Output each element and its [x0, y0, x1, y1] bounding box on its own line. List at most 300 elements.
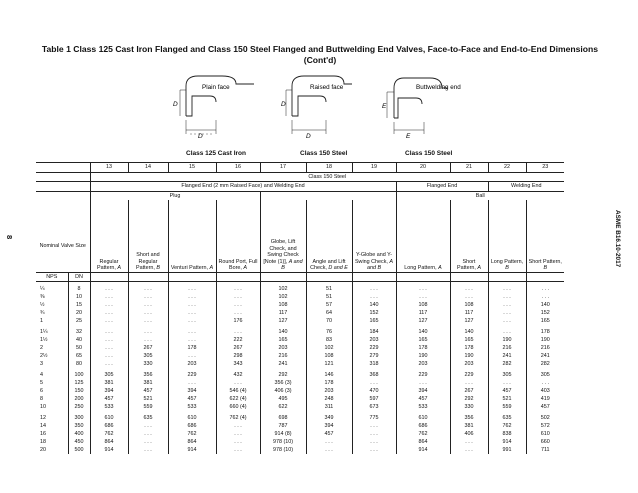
dimension-cell: 108 [450, 301, 488, 309]
dimension-cell: 368 [352, 371, 396, 379]
dimension-cell: . . . [128, 309, 168, 317]
dimension-cell: 282 [526, 360, 564, 368]
dimension-cell: 864 [396, 438, 450, 446]
table-row [36, 414, 564, 422]
standard-label: ASME B16.10-2017 [614, 210, 621, 268]
table-row [36, 360, 564, 368]
dimension-cell: 282 [488, 360, 526, 368]
page-number: 8 [5, 235, 14, 240]
dimension-cell: 64 [306, 309, 352, 317]
table-row [36, 344, 564, 352]
dimension-cell: 76 [306, 328, 352, 336]
dimension-cell: 178 [306, 379, 352, 387]
nps-cell: ⅜ [40, 294, 45, 301]
dimension-cell: 165 [260, 336, 306, 344]
dimension-cell: 190 [526, 336, 564, 344]
dimension-cell: 787 [260, 422, 306, 430]
dimension-cell: . . . [90, 285, 128, 293]
column-number: 21 [450, 163, 488, 173]
dimension-cell: 102 [260, 285, 306, 293]
dimension-cell: 546 (4) [216, 387, 260, 395]
dimension-cell: 222 [216, 336, 260, 344]
dimension-cell: 533 [396, 403, 450, 411]
nps-cell: ¼ [40, 286, 45, 293]
dimension-cell: 305 [90, 371, 128, 379]
dimension-cell: 419 [526, 395, 564, 403]
dimension-cell: . . . [168, 317, 216, 325]
dimension-cell: . . . [488, 293, 526, 301]
dimension-cell: 292 [450, 395, 488, 403]
dimension-cell: 914 [90, 446, 128, 454]
table-row [36, 395, 564, 403]
table-row [36, 371, 564, 379]
column-number: 15 [168, 163, 216, 173]
dimension-cell: 165 [450, 336, 488, 344]
dim-d-label: D [281, 101, 286, 108]
ball-header: Ball [396, 191, 564, 200]
column-number: 14 [128, 163, 168, 173]
column-number: 23 [526, 163, 564, 173]
dimension-cell: 190 [488, 336, 526, 344]
nps-cell: 2½ [40, 353, 48, 360]
dimension-cell: 184 [352, 328, 396, 336]
dimension-cell: 117 [450, 309, 488, 317]
nominal-valve-size-header: Nominal Valve Size [39, 242, 86, 249]
dimension-cell: 117 [260, 309, 306, 317]
nps-cell: 6 [40, 388, 43, 395]
dimension-cell: 117 [396, 309, 450, 317]
dimension-cell: . . . [488, 285, 526, 293]
dimension-cell: . . . [352, 430, 396, 438]
dimension-cell: 292 [260, 371, 306, 379]
dimension-cell: 298 [216, 352, 260, 360]
table-row [36, 438, 564, 446]
dn-cell: 8 [68, 285, 90, 293]
dimension-cell: 457 [128, 387, 168, 395]
dim-d-label: D [198, 133, 203, 140]
table-row [36, 403, 564, 411]
dimension-cell: . . . [450, 379, 488, 387]
dimension-cell: . . . [128, 285, 168, 293]
dimension-cell: . . . [90, 360, 128, 368]
dimension-cell: 203 [168, 360, 216, 368]
dimension-cell: 610 [526, 430, 564, 438]
dimension-cell: 610 [396, 414, 450, 422]
title-line-2: (Cont'd) [303, 54, 337, 65]
dimension-cell: . . . [352, 422, 396, 430]
dimension-cell: 394 [168, 387, 216, 395]
welding-end-header: Welding End [488, 182, 564, 192]
dimension-cell: . . . [216, 422, 260, 430]
dimension-cell: 102 [306, 344, 352, 352]
dimension-cell: 203 [306, 387, 352, 395]
dimension-cell: 70 [306, 317, 352, 325]
dimension-cell: . . . [128, 422, 168, 430]
dimension-cell: 914 [168, 446, 216, 454]
dimension-cell: 394 [306, 422, 352, 430]
dimension-cell: 51 [306, 285, 352, 293]
dimension-cell: 229 [352, 344, 396, 352]
column-header: Short Pattern, A [450, 200, 488, 272]
dimension-cell: 176 [216, 317, 260, 325]
dn-cell: 400 [68, 430, 90, 438]
column-number-row [36, 163, 564, 173]
dimension-cell: . . . [168, 309, 216, 317]
nps-cell: 16 [40, 431, 46, 438]
dimension-cell: . . . [450, 285, 488, 293]
dn-cell: 50 [68, 344, 90, 352]
dimension-cell: 864 [90, 438, 128, 446]
dimension-cell: 991 [488, 446, 526, 454]
dimension-cell: . . . [168, 352, 216, 360]
dimension-cell: . . . [396, 293, 450, 301]
dimension-cell: . . . [168, 293, 216, 301]
dimension-cell: 914 [396, 446, 450, 454]
dimension-cell: 140 [352, 301, 396, 309]
dn-cell: 300 [68, 414, 90, 422]
dimension-cell: . . . [128, 336, 168, 344]
dimension-cell: 83 [306, 336, 352, 344]
title-line-1: Table 1 Class 125 Cast Iron Flanged and Class 150 Steel Flanged and Buttwelding End Valves, Face-to-Face and End-to-End Dimensions [41, 44, 599, 54]
dimension-cell: 241 [526, 352, 564, 360]
dn-cell: 100 [68, 371, 90, 379]
nps-cell: ½ [40, 302, 45, 309]
fig-label-cast-iron: Class 125 Cast Iron [186, 150, 246, 157]
plain-face-label: Plain face [202, 84, 230, 91]
nps-cell: 3 [40, 361, 43, 368]
dimension-cell: 248 [306, 395, 352, 403]
class-header-row [36, 172, 564, 182]
nps-header: NPS [36, 272, 68, 282]
dimension-cell: 762 [396, 430, 450, 438]
dimension-cell: 356 (3) [260, 379, 306, 387]
dimension-cell: 241 [488, 352, 526, 360]
column-header: Long Pattern, A [396, 200, 450, 272]
dn-cell: 32 [68, 328, 90, 336]
column-number: 17 [260, 163, 306, 173]
dimension-cell: 121 [306, 360, 352, 368]
dn-cell: 20 [68, 309, 90, 317]
dimension-cell: 457 [526, 403, 564, 411]
dimension-cell: 178 [450, 344, 488, 352]
table-row [36, 285, 564, 293]
nps-cell: 12 [40, 415, 46, 422]
dimension-cell: 203 [352, 336, 396, 344]
nps-cell: 1½ [40, 337, 48, 344]
dimension-cell: 698 [260, 414, 306, 422]
dimension-cell: . . . [396, 379, 450, 387]
dimension-cell: . . . [306, 438, 352, 446]
dimension-cell: 686 [396, 422, 450, 430]
raised-face-diagram [282, 68, 382, 146]
column-number: 13 [90, 163, 128, 173]
dimension-cell: 978 (10) [260, 438, 306, 446]
end-type-header-row [36, 182, 564, 192]
dimension-cell: . . . [128, 328, 168, 336]
column-number: 18 [306, 163, 352, 173]
dimension-cell: 686 [90, 422, 128, 430]
fig-label-steel: Class 150 Steel [405, 150, 453, 157]
dimension-cell: 311 [306, 403, 352, 411]
dimension-cell: 241 [260, 360, 306, 368]
dimension-cell: . . . [352, 285, 396, 293]
nps-cell: ¾ [40, 310, 45, 317]
dimension-cell: . . . [168, 285, 216, 293]
dimension-cell: . . . [216, 438, 260, 446]
dimension-cell: 178 [168, 344, 216, 352]
dn-header: DN [68, 272, 90, 282]
dimension-cell: 660 (4) [216, 403, 260, 411]
dimension-cell: 686 [168, 422, 216, 430]
dimension-cell: 127 [396, 317, 450, 325]
table-row [36, 301, 564, 309]
dimension-cell: . . . [488, 379, 526, 387]
dimension-cell: 203 [396, 360, 450, 368]
dimension-cell: 140 [526, 301, 564, 309]
dim-d-label: D [173, 101, 178, 108]
nps-cell: 4 [40, 372, 43, 379]
dimension-cell: 165 [396, 336, 450, 344]
dimension-cell: . . . [352, 379, 396, 387]
dimension-cell: 165 [526, 317, 564, 325]
dimension-cell: . . . [128, 317, 168, 325]
dn-cell: 150 [68, 387, 90, 395]
nps-cell: 1¼ [40, 329, 48, 336]
dimension-cell: 914 (8) [260, 430, 306, 438]
column-header-row [36, 200, 564, 272]
dimension-cell: 622 [260, 403, 306, 411]
dimension-cell: 305 [488, 371, 526, 379]
dimension-cell: 406 (3) [260, 387, 306, 395]
dimension-cell: 864 [168, 438, 216, 446]
dn-cell: 450 [68, 438, 90, 446]
dimension-cell: . . . [90, 301, 128, 309]
dimension-cell: 521 [488, 395, 526, 403]
dimension-cell: 356 [128, 371, 168, 379]
dimension-cell: 521 [128, 395, 168, 403]
dimension-cell: 356 [450, 414, 488, 422]
dimension-cell: . . . [526, 293, 564, 301]
table-row [36, 387, 564, 395]
dimension-cell: 318 [352, 360, 396, 368]
dimension-cell: 457 [168, 395, 216, 403]
column-number: 20 [396, 163, 450, 173]
dimension-cell: . . . [128, 293, 168, 301]
dimension-cell: 305 [128, 352, 168, 360]
dimension-cell: 838 [488, 430, 526, 438]
dimension-cell: . . . [488, 309, 526, 317]
dim-e-label: E [406, 133, 411, 140]
nps-cell: 14 [40, 423, 46, 430]
dimension-cell: . . . [168, 336, 216, 344]
dimension-cell: 229 [450, 371, 488, 379]
dimension-cell: 330 [450, 403, 488, 411]
dimension-cell: . . . [216, 293, 260, 301]
dimension-cell: 597 [352, 395, 396, 403]
dn-cell: 200 [68, 395, 90, 403]
dimension-cell: 381 [128, 379, 168, 387]
dimension-cell: 978 (10) [260, 446, 306, 454]
dimension-cell: . . . [352, 438, 396, 446]
flanged-raised-header: Flanged End (2 mm Raised Face) and Welding End [90, 182, 396, 192]
dimension-cell: 140 [260, 328, 306, 336]
dn-cell: 15 [68, 301, 90, 309]
dimension-cell: 190 [450, 352, 488, 360]
nps-cell: 20 [40, 447, 46, 454]
table-title [40, 44, 600, 65]
dimension-cell: 457 [306, 430, 352, 438]
fig-label-steel: Class 150 Steel [300, 150, 348, 157]
dimension-cell: . . . [90, 328, 128, 336]
dimension-cell: 635 [488, 414, 526, 422]
nps-cell: 8 [40, 396, 43, 403]
nps-cell: 18 [40, 439, 46, 446]
flanged-end-header: Flanged End [396, 182, 488, 192]
dimension-cell: 57 [306, 301, 352, 309]
dn-cell: 65 [68, 352, 90, 360]
dimension-cell: 533 [168, 403, 216, 411]
dimension-cell: 178 [526, 328, 564, 336]
column-header: Long Pattern, B [488, 200, 526, 272]
dimension-cell: 673 [352, 403, 396, 411]
dimension-cell: 762 [90, 430, 128, 438]
plug-header: Plug [90, 191, 260, 200]
dimension-cell: 457 [90, 395, 128, 403]
dimension-cell: 762 (4) [216, 414, 260, 422]
dimension-cell: 330 [128, 360, 168, 368]
nps-cell: 10 [40, 404, 46, 411]
dimension-cell: 406 [450, 430, 488, 438]
dimension-cell: 381 [450, 422, 488, 430]
dimension-cell: . . . [216, 309, 260, 317]
dimension-cell: 229 [396, 371, 450, 379]
dimension-cell: 216 [488, 344, 526, 352]
dimension-cell: 152 [352, 309, 396, 317]
dimension-cell: 559 [128, 403, 168, 411]
dimension-cell: 762 [488, 422, 526, 430]
buttwelding-label: Buttwelding end [416, 84, 461, 91]
dimension-cell: . . . [90, 309, 128, 317]
dimension-cell: . . . [488, 317, 526, 325]
dimension-cell: 610 [90, 414, 128, 422]
dimension-cell: 394 [90, 387, 128, 395]
dimension-cell: 559 [488, 403, 526, 411]
dimension-cell: 495 [260, 395, 306, 403]
dimension-cell: 152 [526, 309, 564, 317]
dimension-cell: 381 [90, 379, 128, 387]
table-row [36, 446, 564, 454]
table-row [36, 352, 564, 360]
dimension-cell: 660 [526, 438, 564, 446]
dimension-cell: . . . [450, 446, 488, 454]
dimension-cell: . . . [526, 285, 564, 293]
dimension-cell: . . . [216, 301, 260, 309]
dimension-cell: . . . [352, 293, 396, 301]
table-row [36, 317, 564, 325]
dimension-cell: 457 [488, 387, 526, 395]
valve-type-header-row [36, 191, 564, 200]
dimension-cell: 190 [396, 352, 450, 360]
dimension-cell: 610 [168, 414, 216, 422]
buttwelding-end-diagram [384, 68, 484, 146]
table-row [36, 309, 564, 317]
dimension-cell: . . . [90, 336, 128, 344]
dim-e-label: E [382, 103, 387, 110]
dimension-cell: 305 [526, 371, 564, 379]
dimension-cell: 140 [396, 328, 450, 336]
dimension-cell: 470 [352, 387, 396, 395]
dimension-cell: 165 [352, 317, 396, 325]
dn-cell: 25 [68, 317, 90, 325]
dn-cell: 250 [68, 403, 90, 411]
dimension-cell: 533 [90, 403, 128, 411]
dimension-cell: 502 [526, 414, 564, 422]
dimension-cell: 343 [216, 360, 260, 368]
dn-cell: 40 [68, 336, 90, 344]
dimension-cell: . . . [352, 446, 396, 454]
dimension-cell: 279 [352, 352, 396, 360]
dimension-cell: 203 [260, 344, 306, 352]
table-body [36, 282, 564, 455]
column-header: Globe, Lift Check, and Swing Check [Note (1)], A and B [260, 200, 306, 272]
column-number: 22 [488, 163, 526, 173]
dimension-cell: 108 [396, 301, 450, 309]
table-row [36, 328, 564, 336]
column-header: Short and Regular Pattern, B [128, 200, 168, 272]
table-row [36, 379, 564, 387]
dn-cell: 80 [68, 360, 90, 368]
column-header: Regular Pattern, A [90, 200, 128, 272]
dimension-cell: . . . [216, 328, 260, 336]
dimension-cell: 178 [396, 344, 450, 352]
dimension-cell: . . . [488, 328, 526, 336]
dimension-cell: 216 [260, 352, 306, 360]
dimension-cell: . . . [216, 446, 260, 454]
dimension-cell: 267 [128, 344, 168, 352]
dimension-cell: . . . [128, 446, 168, 454]
dn-cell: 500 [68, 446, 90, 454]
dimension-cell: 349 [306, 414, 352, 422]
dimension-cell: 403 [526, 387, 564, 395]
dimension-cell: . . . [90, 352, 128, 360]
dimension-cell: 394 [396, 387, 450, 395]
dimension-cell: 572 [526, 422, 564, 430]
raised-face-label: Raised face [310, 84, 344, 91]
dimension-cell: . . . [526, 379, 564, 387]
dn-cell: 350 [68, 422, 90, 430]
dimension-cell: 229 [168, 371, 216, 379]
dimension-cell: . . . [90, 293, 128, 301]
column-header: Venturi Pattern, A [168, 200, 216, 272]
dimensions-table [36, 162, 564, 454]
dimension-cell: 775 [352, 414, 396, 422]
dimension-cell: 203 [450, 360, 488, 368]
dimension-cell: . . . [128, 301, 168, 309]
nps-dn-row [36, 272, 564, 282]
column-number: 19 [352, 163, 396, 173]
dimension-cell: . . . [128, 438, 168, 446]
table-row [36, 422, 564, 430]
nps-cell: 5 [40, 380, 43, 387]
dimension-cell: . . . [216, 430, 260, 438]
column-header: Y-Globe and Y-Swing Check, A and B [352, 200, 396, 272]
dimension-cell: 108 [260, 301, 306, 309]
table-row [36, 336, 564, 344]
dimension-cell: 711 [526, 446, 564, 454]
dimension-cell: 622 (4) [216, 395, 260, 403]
column-header: Round Port, Full Bore, A [216, 200, 260, 272]
column-header: Angle and Lift Check, D and E [306, 200, 352, 272]
